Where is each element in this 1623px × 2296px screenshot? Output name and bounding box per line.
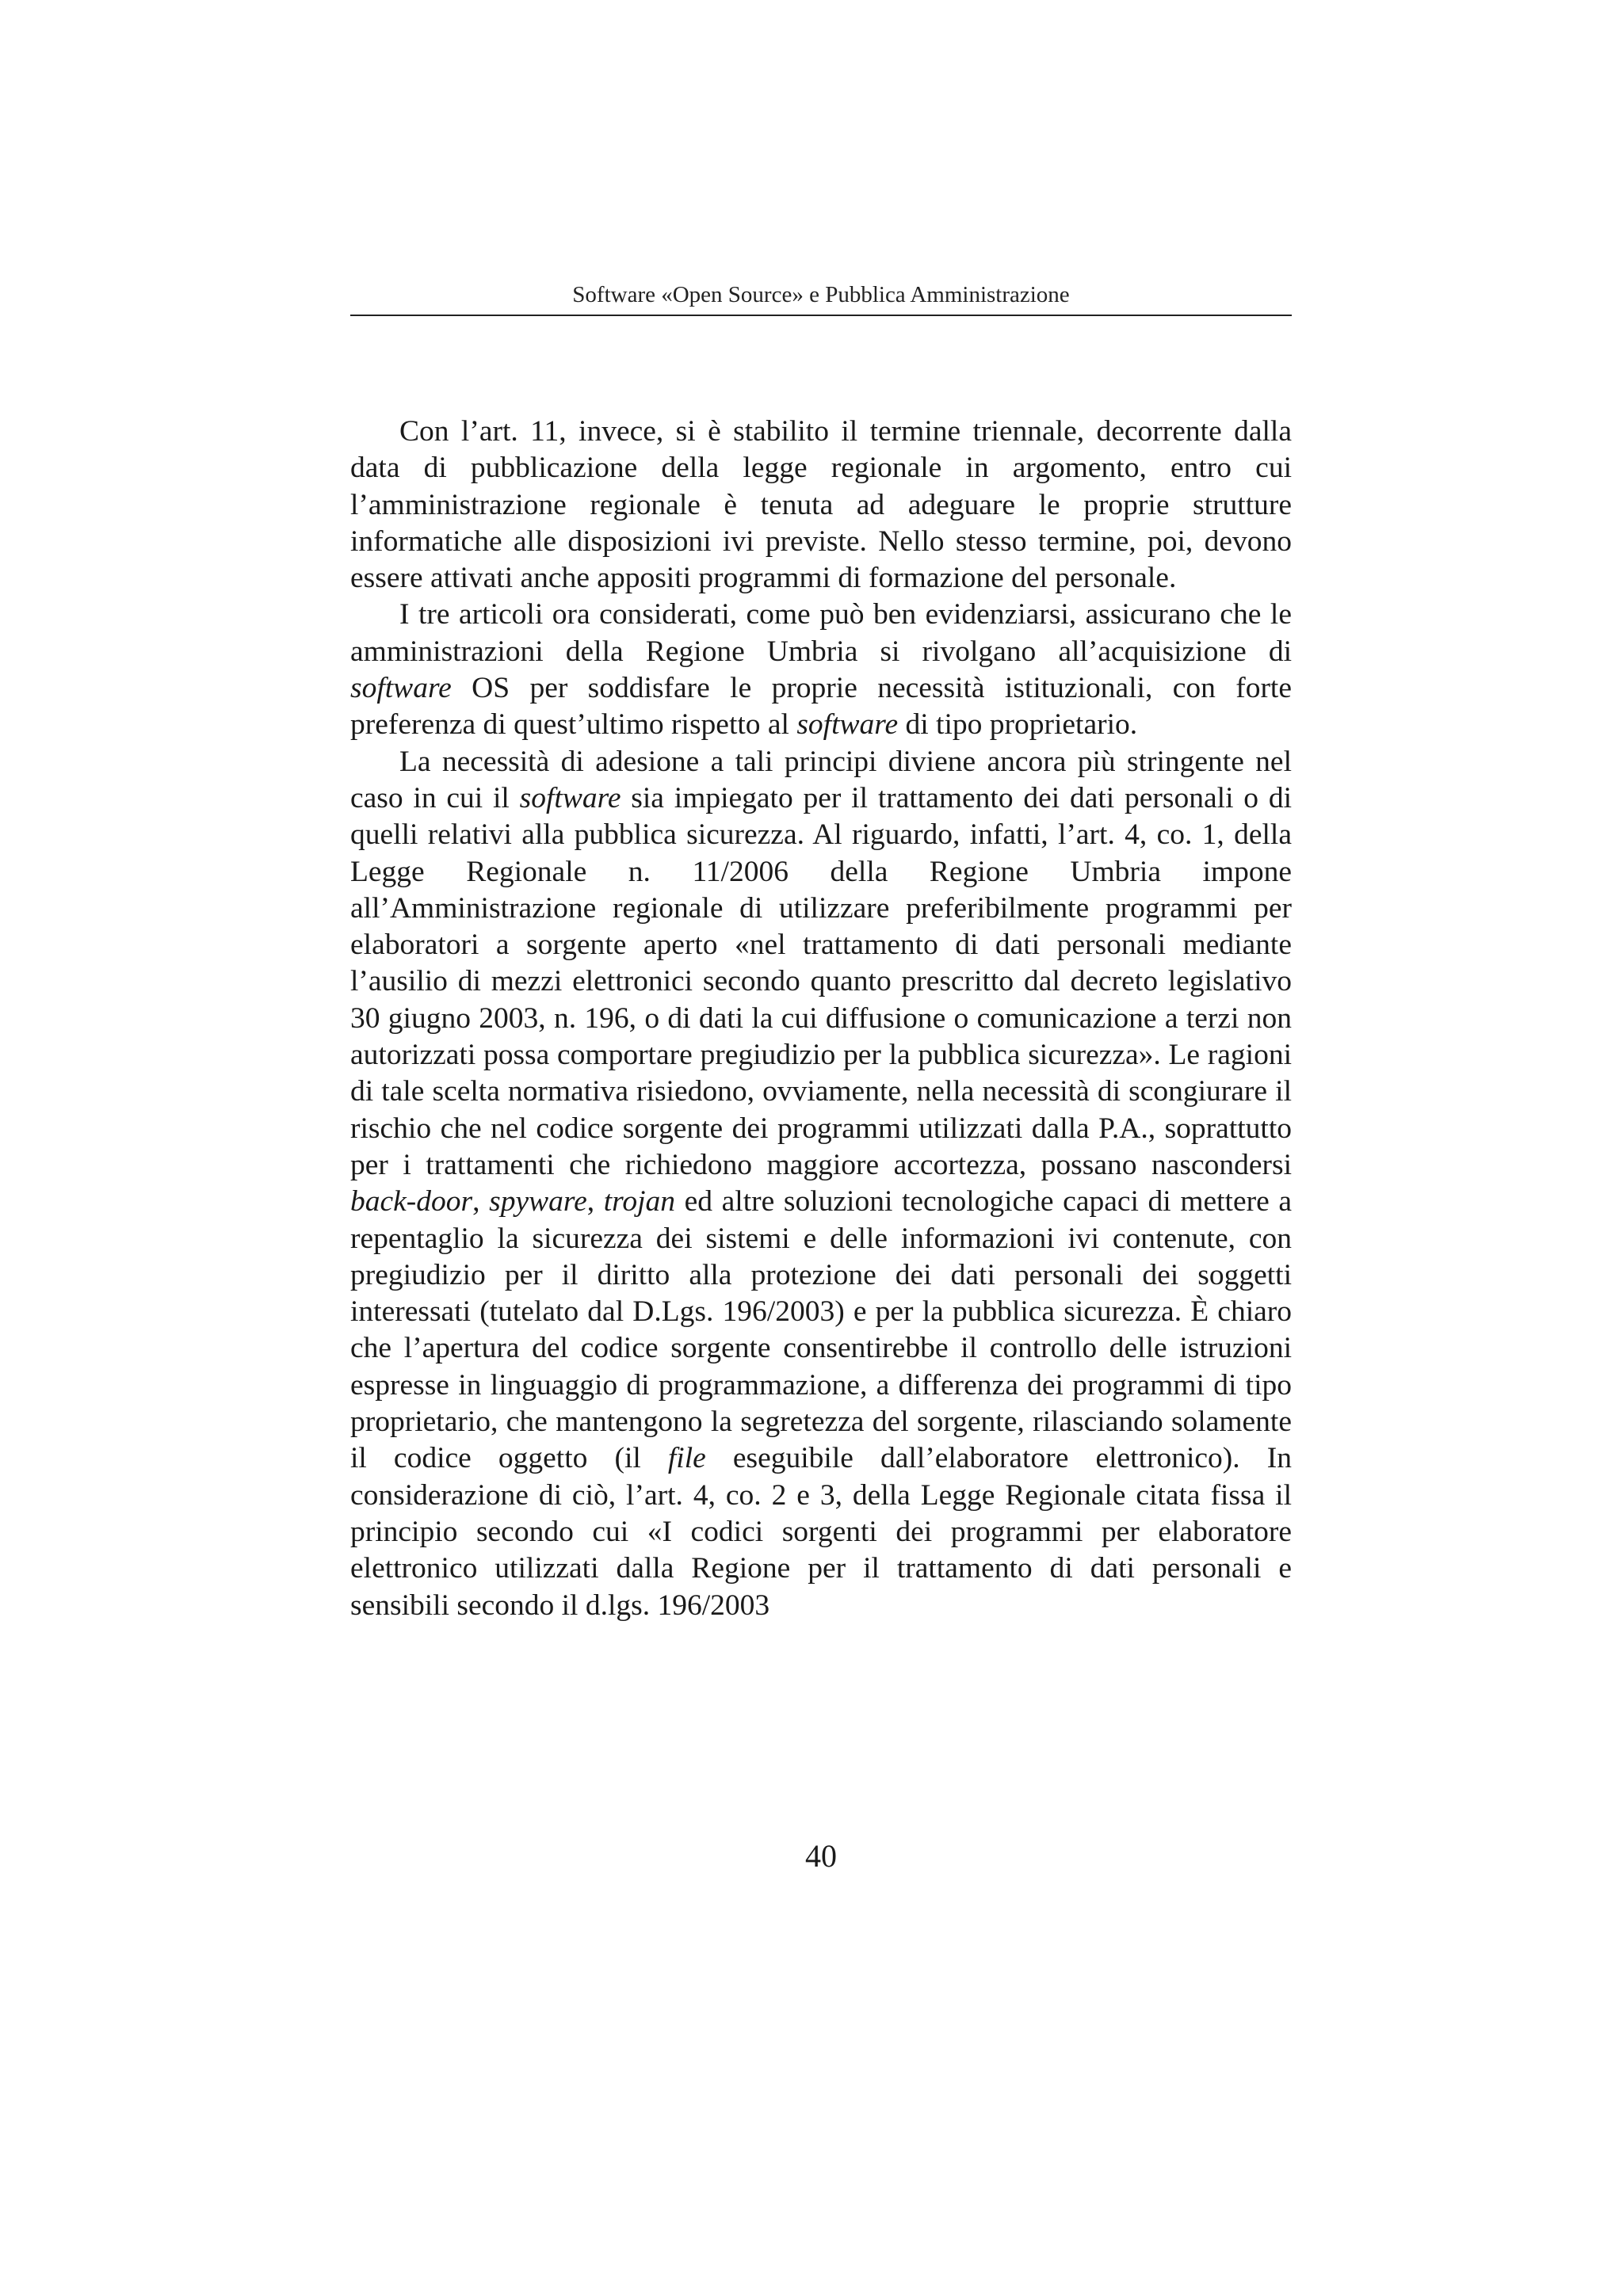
italic-term: trojan: [603, 1185, 676, 1219]
text-segment: I tre articoli ora considerati, come può ben evidenziarsi, assicurano che le amministrazioni della Regione Umbria si rivolgano all’acquisizione di: [350, 598, 1292, 668]
text-segment: ,: [586, 1185, 604, 1219]
paragraph: [350, 597, 1292, 743]
text-segment: OS per soddisfare le proprie necessità istituzionali, con forte preferenza di quest’ultimo rispetto al: [350, 672, 1292, 742]
text-segment: Con l’art. 11, invece, si è stabilito il termine triennale, decorrente dalla data di pubblicazione della legge regionale in argomento, entro cui l’amministrazione regionale è tenuta ad adeguare le proprie strutture informatiche alle disposizioni ivi previste. Nello stesso termine, poi, devono essere attivati anche appositi programmi di formazione del personale.: [350, 415, 1292, 595]
text-segment: ,: [472, 1185, 490, 1219]
text-segment: sia impiegato per il trattamento dei dati personali o di quelli relativi alla pubblica sicurezza. Al riguardo, infatti, l’art. 4, co. 1, della Legge Regionale n. 11/2006 della Regione Umbria impone all’Amministrazione regionale di utilizzare preferibilmente programmi per elaboratori a sorgente aperto «nel trattamento di dati personali mediante l’ausilio di mezzi elettronici secondo quanto prescritto dal decreto legislativo 30 giugno 2003, n. 196, o di dati la cui diffusione o comunicazione a terzi non autorizzati possa comportare pregiudizio per la pubblica sicurezza». Le ragioni di tale scelta normativa risiedono, ovviamente, nella necessità di scongiurare il rischio che nel codice sorgente dei programmi utilizzati dalla P.A., soprattutto per i trattamenti che richiedono maggiore accortezza, possano nascondersi: [350, 781, 1293, 1181]
italic-term: back-door: [350, 1185, 473, 1219]
italic-term: software: [796, 708, 899, 742]
text-segment: La necessità di adesione a tali principi diviene ancora più stringente nel caso in cui il: [350, 745, 1292, 814]
page-number: 40: [805, 1838, 837, 1874]
paragraph: [350, 744, 1292, 1624]
running-header: [350, 275, 1292, 316]
italic-term: software: [350, 672, 452, 705]
italic-term: software: [519, 781, 621, 814]
body-text: [350, 414, 1292, 1624]
text-segment: di tipo proprietario.: [898, 708, 1138, 742]
text-segment: ed altre soluzioni tecnologiche capaci di mettere a repentaglio la sicurezza dei sistemi e delle informazioni ivi contenute, con pregiudizio per il diritto alla protezione dei dati personali dei soggetti interessati (tutelato dal D.Lgs. 196/2003) e per la pubblica sicurezza. È chiaro che l’apertura del codice sorgente consentirebbe il controllo delle istruzioni espresse in linguaggio di programmazione, a differenza dei programmi di tipo proprietario, che mantengono la segretezza del sorgente, rilasciando solamente il codice oggetto (il: [350, 1185, 1293, 1475]
paragraph: [350, 414, 1292, 597]
running-header-title: Software «Open Source» e Pubblica Amministrazione: [572, 282, 1070, 307]
text-segment: eseguibile dall’elaboratore elettronico). In considerazione di ciò, l’art. 4, co. 2 e 3, della Legge Regionale citata fissa il principio secondo cui «I codici sorgenti dei programmi per elaboratore elettronico utilizzati dalla Regione per il trattamento di dati personali e sensibili secondo il d.lgs. 196/2003: [350, 1442, 1292, 1622]
italic-term: spyware: [489, 1185, 587, 1219]
italic-term: file: [667, 1442, 706, 1475]
